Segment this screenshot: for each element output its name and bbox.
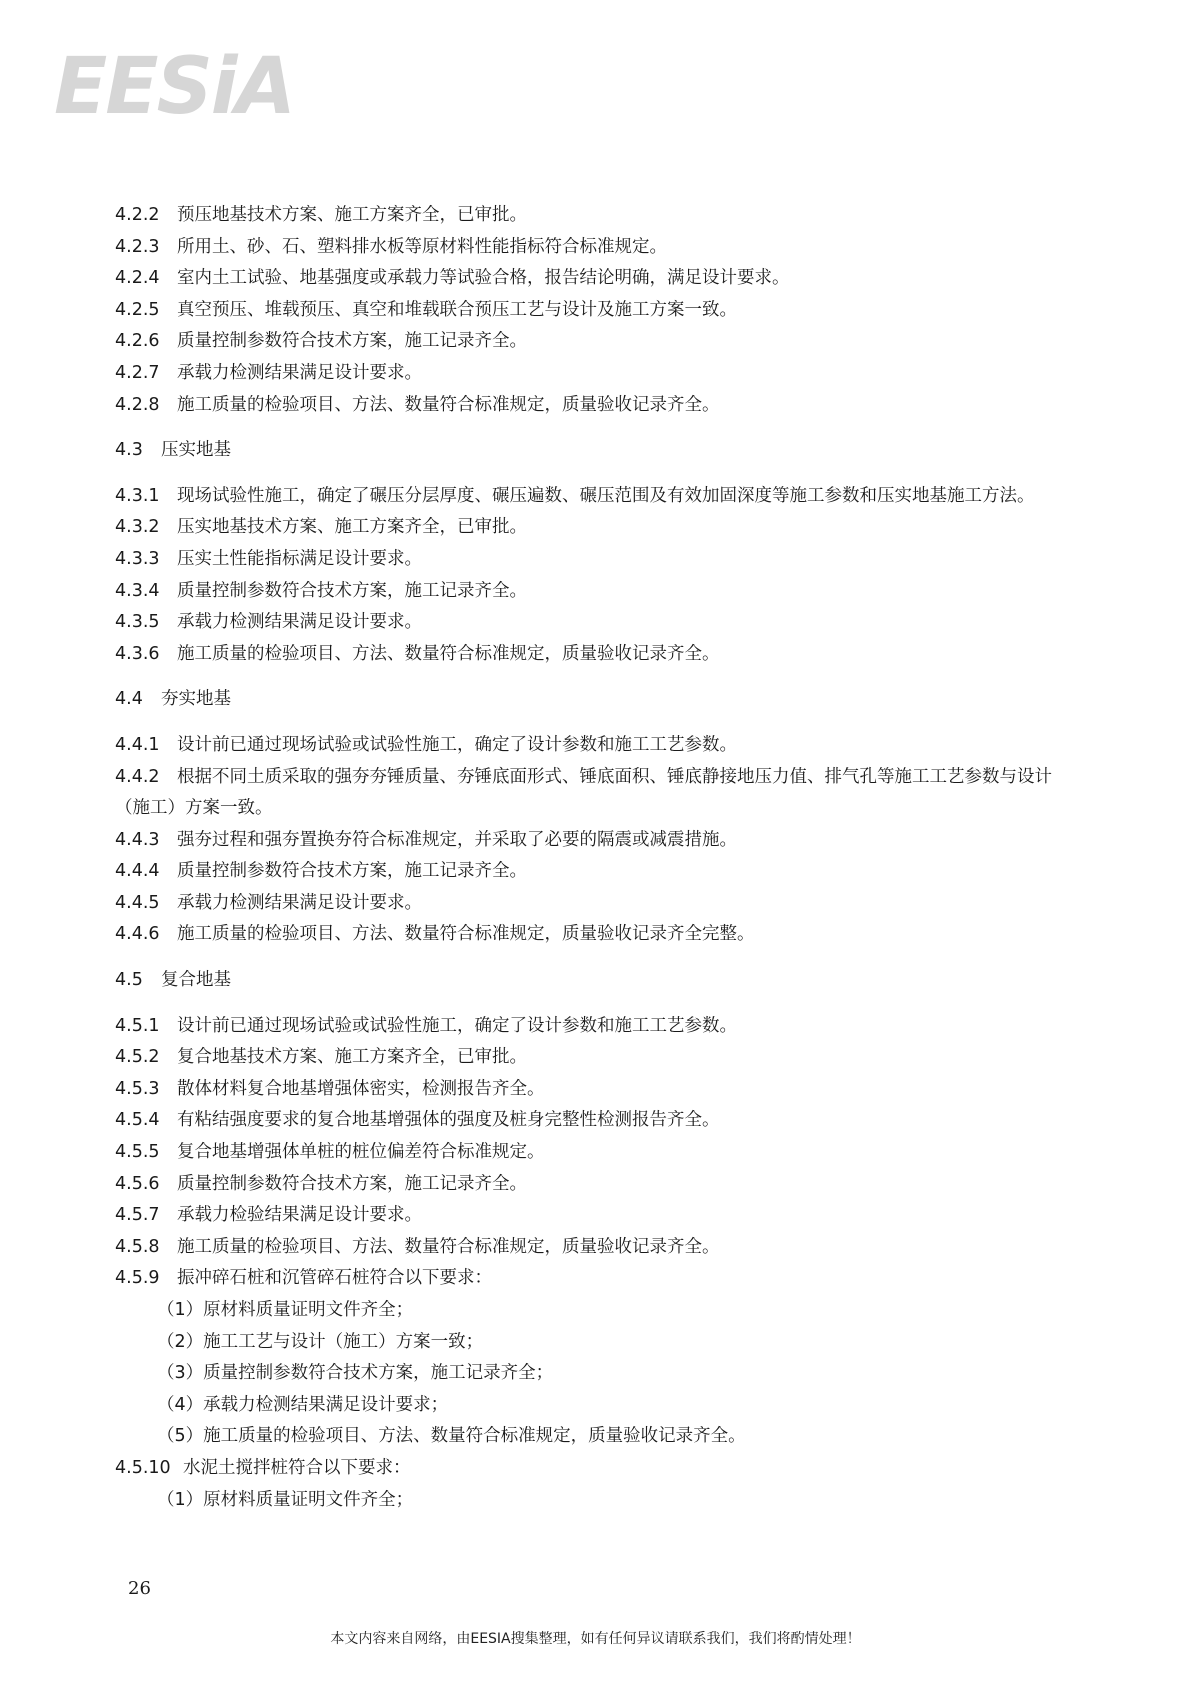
section-4-3-list: [115, 481, 1065, 671]
clause-4-5-1: 4.5.1 设计前已通过现场试验或试验性施工，确定了设计参数和施工工艺参数。: [115, 1015, 737, 1036]
clause-4-3-5: 4.3.5 承载力检测结果满足设计要求。: [115, 612, 422, 633]
clause-4-3-1: 4.3.1 现场试验性施工，确定了碾压分层厚度、碾压遍数、碾压范围及有效加固深度等施工参数和压实地基施工方法。: [115, 485, 1035, 506]
footer-disclaimer: 本文内容来自网络，由EESIA搜集整理，如有任何异议请联系我们，我们将酌情处理！: [330, 1631, 861, 1647]
sub-item-4-5-10-1: （1）原材料质量证明文件齐全；: [157, 1489, 414, 1510]
section-heading-4-3: 4.3 压实地基: [115, 440, 231, 461]
clause-4-5-10: 4.5.10 水泥土搅拌桩符合以下要求：: [115, 1457, 411, 1478]
clause-4-4-1: 4.4.1 设计前已通过现场试验或试验性施工，确定了设计参数和施工工艺参数。: [115, 734, 737, 755]
clause-4-5-8: 4.5.8 施工质量的检验项目、方法、数量符合标准规定，质量验收记录齐全。: [115, 1236, 720, 1257]
clause-4-5-6: 4.5.6 质量控制参数符合技术方案，施工记录齐全。: [115, 1173, 527, 1194]
clause-4-4-6: 4.4.6 施工质量的检验项目、方法、数量符合标准规定，质量验收记录齐全完整。: [115, 924, 755, 945]
clause-4-3-3: 4.3.3 压实土性能指标满足设计要求。: [115, 548, 422, 569]
sub-item-4-5-9-2: （2）施工工艺与设计（施工）方案一致；: [157, 1331, 484, 1352]
clause-4-5-4: 4.5.4 有粘结强度要求的复合地基增强体的强度及桩身完整性检测报告齐全。: [115, 1110, 720, 1131]
eesia-logo: EESiA: [54, 42, 294, 132]
section-4-4-list: [115, 730, 1065, 951]
clause-4-3-6: 4.3.6 施工质量的检验项目、方法、数量符合标准规定，质量验收记录齐全。: [115, 643, 720, 664]
clause-4-4-2: 4.4.2 根据不同土质采取的强夯夯锤质量、夯锤底面形式、锤底面积、锤底静接地压力值、排气孔等施工工艺参数与设计（施工）方案一致。: [115, 766, 1052, 819]
section-heading-4-4: 4.4 夯实地基: [115, 689, 231, 710]
clause-4-2-2: 4.2.2 预压地基技术方案、施工方案齐全，已审批。: [115, 205, 527, 225]
clause-4-4-3: 4.4.3 强夯过程和强夯置换夯符合标准规定，并采取了必要的隔震或减震措施。: [115, 829, 737, 850]
clause-4-2-4: 4.2.4 室内土工试验、地基强度或承载力等试验合格，报告结论明确，满足设计要求。: [115, 268, 790, 289]
clause-4-4-4: 4.4.4 质量控制参数符合技术方案，施工记录齐全。: [115, 861, 527, 882]
clause-4-2-5: 4.2.5 真空预压、堆载预压、真空和堆载联合预压工艺与设计及施工方案一致。: [115, 299, 737, 320]
clause-4-3-2: 4.3.2 压实地基技术方案、施工方案齐全，已审批。: [115, 517, 527, 538]
clause-4-5-5: 4.5.5 复合地基增强体单桩的桩位偏差符合标准规定。: [115, 1142, 545, 1163]
clause-4-2-8: 4.2.8 施工质量的检验项目、方法、数量符合标准规定，质量验收记录齐全。: [115, 394, 720, 415]
clause-4-4-5: 4.4.5 承载力检测结果满足设计要求。: [115, 892, 422, 913]
clause-4-5-3: 4.5.3 散体材料复合地基增强体密实，检测报告齐全。: [115, 1078, 545, 1099]
sub-item-4-5-9-3: （3）质量控制参数符合技术方案，施工记录齐全；: [157, 1363, 554, 1384]
section-4-5-list: [115, 1011, 1065, 1517]
document-body: [115, 200, 1065, 1516]
page-number: 26: [128, 1578, 151, 1599]
section-heading-4-5: 4.5 复合地基: [115, 970, 231, 991]
clause-4-5-9: 4.5.9 振冲碎石桩和沉管碎石桩符合以下要求：: [115, 1268, 492, 1289]
clause-4-5-2: 4.5.2 复合地基技术方案、施工方案齐全，已审批。: [115, 1047, 527, 1068]
sub-item-4-5-9-1: （1）原材料质量证明文件齐全；: [157, 1300, 414, 1320]
clause-4-2-7: 4.2.7 承载力检测结果满足设计要求。: [115, 362, 422, 383]
clause-4-2-3: 4.2.3 所用土、砂、石、塑料排水板等原材料性能指标符合标准规定。: [115, 236, 667, 257]
sub-item-4-5-9-5: （5）施工质量的检验项目、方法、数量符合标准规定，质量验收记录齐全。: [157, 1426, 746, 1447]
clause-4-2-6: 4.2.6 质量控制参数符合技术方案，施工记录齐全。: [115, 331, 527, 352]
clause-4-3-4: 4.3.4 质量控制参数符合技术方案，施工记录齐全。: [115, 580, 527, 601]
clause-4-5-7: 4.5.7 承载力检验结果满足设计要求。: [115, 1205, 422, 1226]
sub-item-4-5-9-4: （4）承载力检测结果满足设计要求；: [157, 1394, 449, 1415]
section-4-2-list: [115, 200, 1065, 421]
